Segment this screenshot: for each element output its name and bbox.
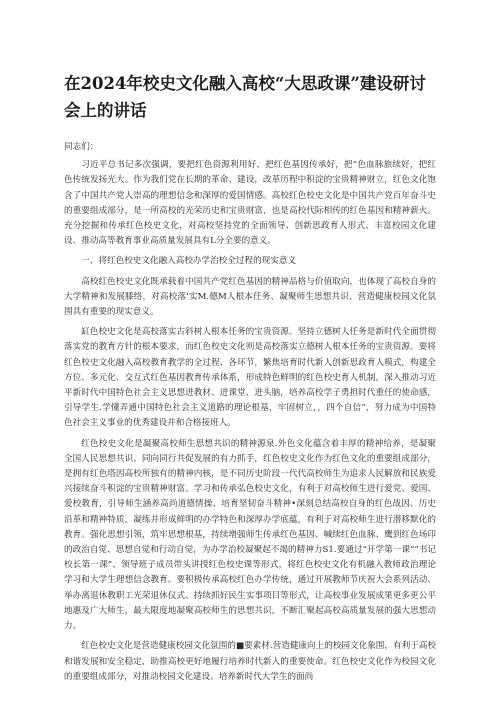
paragraph-section-intro: 高校红色校史文化既承载着中国共产党红色基因的精神品格与价值取向，也体现了高校自身的大学精神和发展膝络，对高校落’实M.德M人根本任务、凝聚师生思想共识、营造健康校园文化氛围具有重要的现实意义。: [64, 276, 436, 318]
document-title: 在2024年校史文化融入高校“大思政课”建设研讨会上的讲话: [64, 74, 426, 120]
section-heading: 一、将红色校史文化融入高校办学治校全过程的现实意义: [81, 256, 297, 267]
paragraph-consensus: 红色校史文化是凝聚高校师生思想共识的精神源泉.外色文化蕴含着丰厚的精神给养，是凝聚全国人民思想共识、同向同行共促发展的有力抓手，红色校史文化作为红色文化的重要组成部分，是拥有红色塔因高校所独有的精神内核，是不同历史阶段一代代高校师生为追求人民解放和民族爱兴接续奋斗积淀的宝贵精神财富。学习和传承弘色校史文化，有利于对高校师生进行爱党、爱国、爱校教育，引导师生涵养高尚道德情操、培育坚韧奋斗精神•深刻总结高校自身的红色战因、历史沿革和精神特质，凝练并形成鲜明的办学特色和深厚办学底蕴，有利于对高校师生进行潜移默化的教育。强化思想引领，筑牢思想根基，持续增强师生传承红色基因、喊续红色血脉、鹰到红色场印的政治自觉、思想自觉和行动自觉，为办学治校凝聚起不竭的精神力S1.要通过“开学第一课”“书记校长第一课”、领导班子成员带头讲授红色校史课等形式，将红色校史文化有机融入教师政治理论学习和大学生理想信念教育。要积极传承高校红色办学传统，通过开展教师节庆祝大会系列活动、举办离退休教职工光荣退休仪式、持续抓好民生实事项目等形式，让高校事业发展成果更多更公平地惠及广大师生，最大限度地凝聚高校师生的思想共识，不断汇聚起高校高质量发展的强大思想动力。: [64, 438, 436, 632]
paragraph-intro: 习近平总书记多次强调，要把红色资源利用好、把红色基因传承好，把“色血脉旅续好，把红色传统发扬光大。作为我们党在长期的革命、建设，改革历程中积淀的宝贵精神财立，红色文化饱含了中国共产党人崇高的理想信念和深厚的爱国情感。高校红色校史文化是中国共产党百年奋斗史的重要组成部分，是一所高校的光荣历史和宝贵财富，也是高校代际相传的红色基因和精神薪火。充分挖掘和传承红色校史文化，对高校坚持党的全面领导、创新思政育人形式、丰富校园文化建设、推动高等教育事业高质量发展具有L分全要的意义。: [64, 160, 436, 247]
paragraph-resource: 缸色校史文化是高校落实古斜树人根本任务的宝贵资源。坚持立德树人任务是新时代全面贯彻落实党的教育方针的根本要求，而红色校史文化则是高校落实立德树人根本任务的宝贵资源。要将红色校史文化融入高校教育教学的全过程、各环节，繁焦培育时代新人创新思政育人模式，构建全方位、多元化、交互式红色基因教育传承体系，形成特色鲜明的红色校史育人机制，深入推动习近平新时代中国特色社会主义思想进教材、进课堂、进头脑，培养高校学子勇担时代重任的使命感，引导学生.学懂弄通中国特色社会主义道路的理论根基，牢固树立，，四个自信”，努力成为中国特色社会主义事业的优秀建设并和合格接班人。: [64, 327, 436, 429]
document-body: [64, 140, 436, 690]
greeting: 同志们：: [64, 142, 99, 152]
paragraph-campus-culture: 红色校史文化是营造健康校园文化氛围的■要素材.营造健康向上的校园文化象围，有利于高校和谐发展和安全稳定，助推高校更好地履行培养时代新人的重要使命。红色校史文化作为校园文化的重要组成部分，对推动校园文化建设、培养新时代大学生的面尚: [64, 641, 436, 682]
